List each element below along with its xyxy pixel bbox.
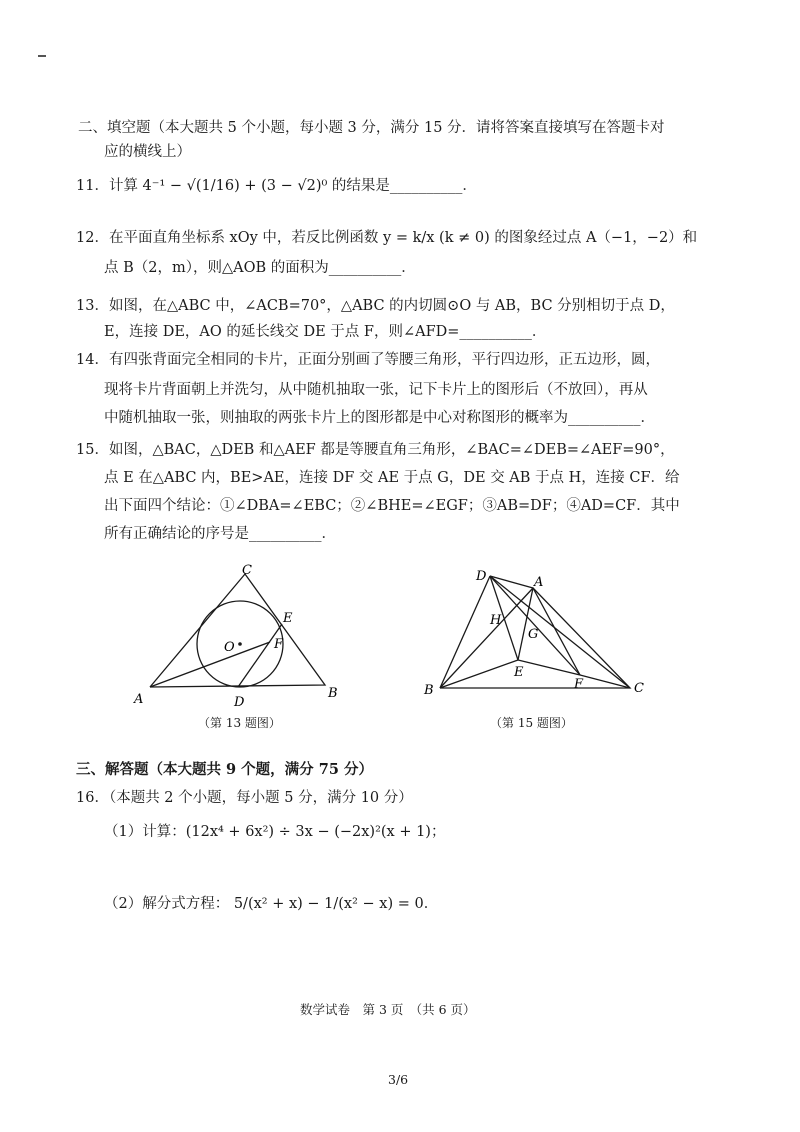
question-11: 11．计算 4⁻¹ − √(1/16) + (3 − √2)⁰ 的结果是__________． [76, 178, 477, 194]
question-14-line3: 中随机抽取一张，则抽取的两张卡片上的图形都是中心对称图形的概率为__________． [104, 410, 655, 426]
figure-13 [130, 560, 350, 710]
fig13-label-D: D [234, 695, 245, 710]
fig13-center-dot [238, 642, 242, 646]
question-15-line4: 所有正确结论的序号是__________． [104, 526, 336, 542]
fig15-label-H: H [490, 613, 502, 628]
fig15-label-D: D [476, 569, 487, 584]
section2-header-line2: 应的横线上） [104, 144, 191, 160]
footer-page-number: 3/6 [388, 1072, 409, 1087]
fig13-segment-DE [238, 624, 282, 687]
question-12-line1: 12．在平面直角坐标系 xOy 中，若反比例函数 y = k/x (k ≠ 0) 的图象经过点 A（−1，−2）和 [76, 230, 698, 246]
fig13-label-F: F [274, 637, 284, 652]
fig15-label-B: B [424, 683, 434, 698]
figure-15-caption: （第 15 题图） [490, 716, 573, 730]
question-15-line3: 出下面四个结论：①∠DBA=∠EBC；②∠BHE=∠EGF；③AB=DF；④AD=CF．其中 [104, 498, 680, 514]
figure-15 [420, 560, 660, 710]
section2-header-line1: 二、填空题（本大题共 5 个小题，每小题 3 分，满分 15 分．请将答案直接填写在答题卡对 [78, 120, 665, 136]
question-16-part2: （2）解分式方程： 5/(x² + x) − 1/(x² − x) = 0． [104, 896, 439, 912]
fig15-BE [440, 660, 518, 688]
question-16-part1: （1）计算：(12x⁴ + 6x²) ÷ 3x − (−2x)²(x + 1)； [104, 824, 446, 840]
section3-header: 三、解答题（本大题共 9 个题，满分 75 分） [76, 761, 373, 778]
fig15-label-C: C [634, 681, 644, 696]
fig15-label-F: F [574, 677, 584, 692]
fig15-EF [518, 660, 580, 675]
fig15-label-E: E [514, 665, 524, 680]
question-15-line1: 15．如图，△BAC，△DEB 和△AEF 都是等腰直角三角形，∠BAC=∠DEB=∠AEF=90°， [76, 442, 675, 458]
fig13-label-B: B [328, 686, 338, 701]
question-15-line2: 点 E 在△ABC 内，BE>AE，连接 DF 交 AE 于点 G，DE 交 AB 于点 H，连接 CF．给 [104, 470, 680, 486]
fig15-DC [490, 576, 630, 688]
fig13-segment-AF [150, 642, 270, 687]
footer-exam-info: 数学试卷 第 3 页 （共 6 页） [300, 1002, 476, 1017]
fig13-triangle [150, 574, 325, 687]
fig13-label-A: A [134, 692, 144, 707]
fig15-label-A: A [534, 575, 544, 590]
fig13-label-C: C [242, 563, 252, 578]
figure-13-caption: （第 13 题图） [198, 716, 281, 730]
question-14-line1: 14．有四张背面完全相同的卡片，正面分别画了等腰三角形，平行四边形，正五边形，圆， [76, 352, 660, 368]
fig15-label-G: G [528, 627, 539, 642]
question-12-line2: 点 B（2，m），则△AOB 的面积为__________． [104, 260, 416, 276]
fig13-label-E: E [283, 611, 293, 626]
scan-mark [38, 55, 46, 57]
question-14-line2: 现将卡片背面朝上并洗匀，从中随机抽取一张，记下卡片上的图形后（不放回），再从 [104, 382, 648, 398]
question-13-line1: 13．如图，在△ABC 中，∠ACB=70°，△ABC 的内切圆⊙O 与 AB，BC 分别相切于点 D， [76, 298, 675, 314]
fig15-AE [518, 588, 533, 660]
fig15-DB [440, 576, 490, 688]
fig15-DA [490, 576, 533, 588]
question-13-line2: E，连接 DE，AO 的延长线交 DE 于点 F，则∠AFD=__________． [104, 324, 547, 340]
fig13-label-O: O [224, 640, 235, 655]
question-16-header: 16．（本题共 2 个小题，每小题 5 分，满分 10 分） [76, 790, 413, 806]
